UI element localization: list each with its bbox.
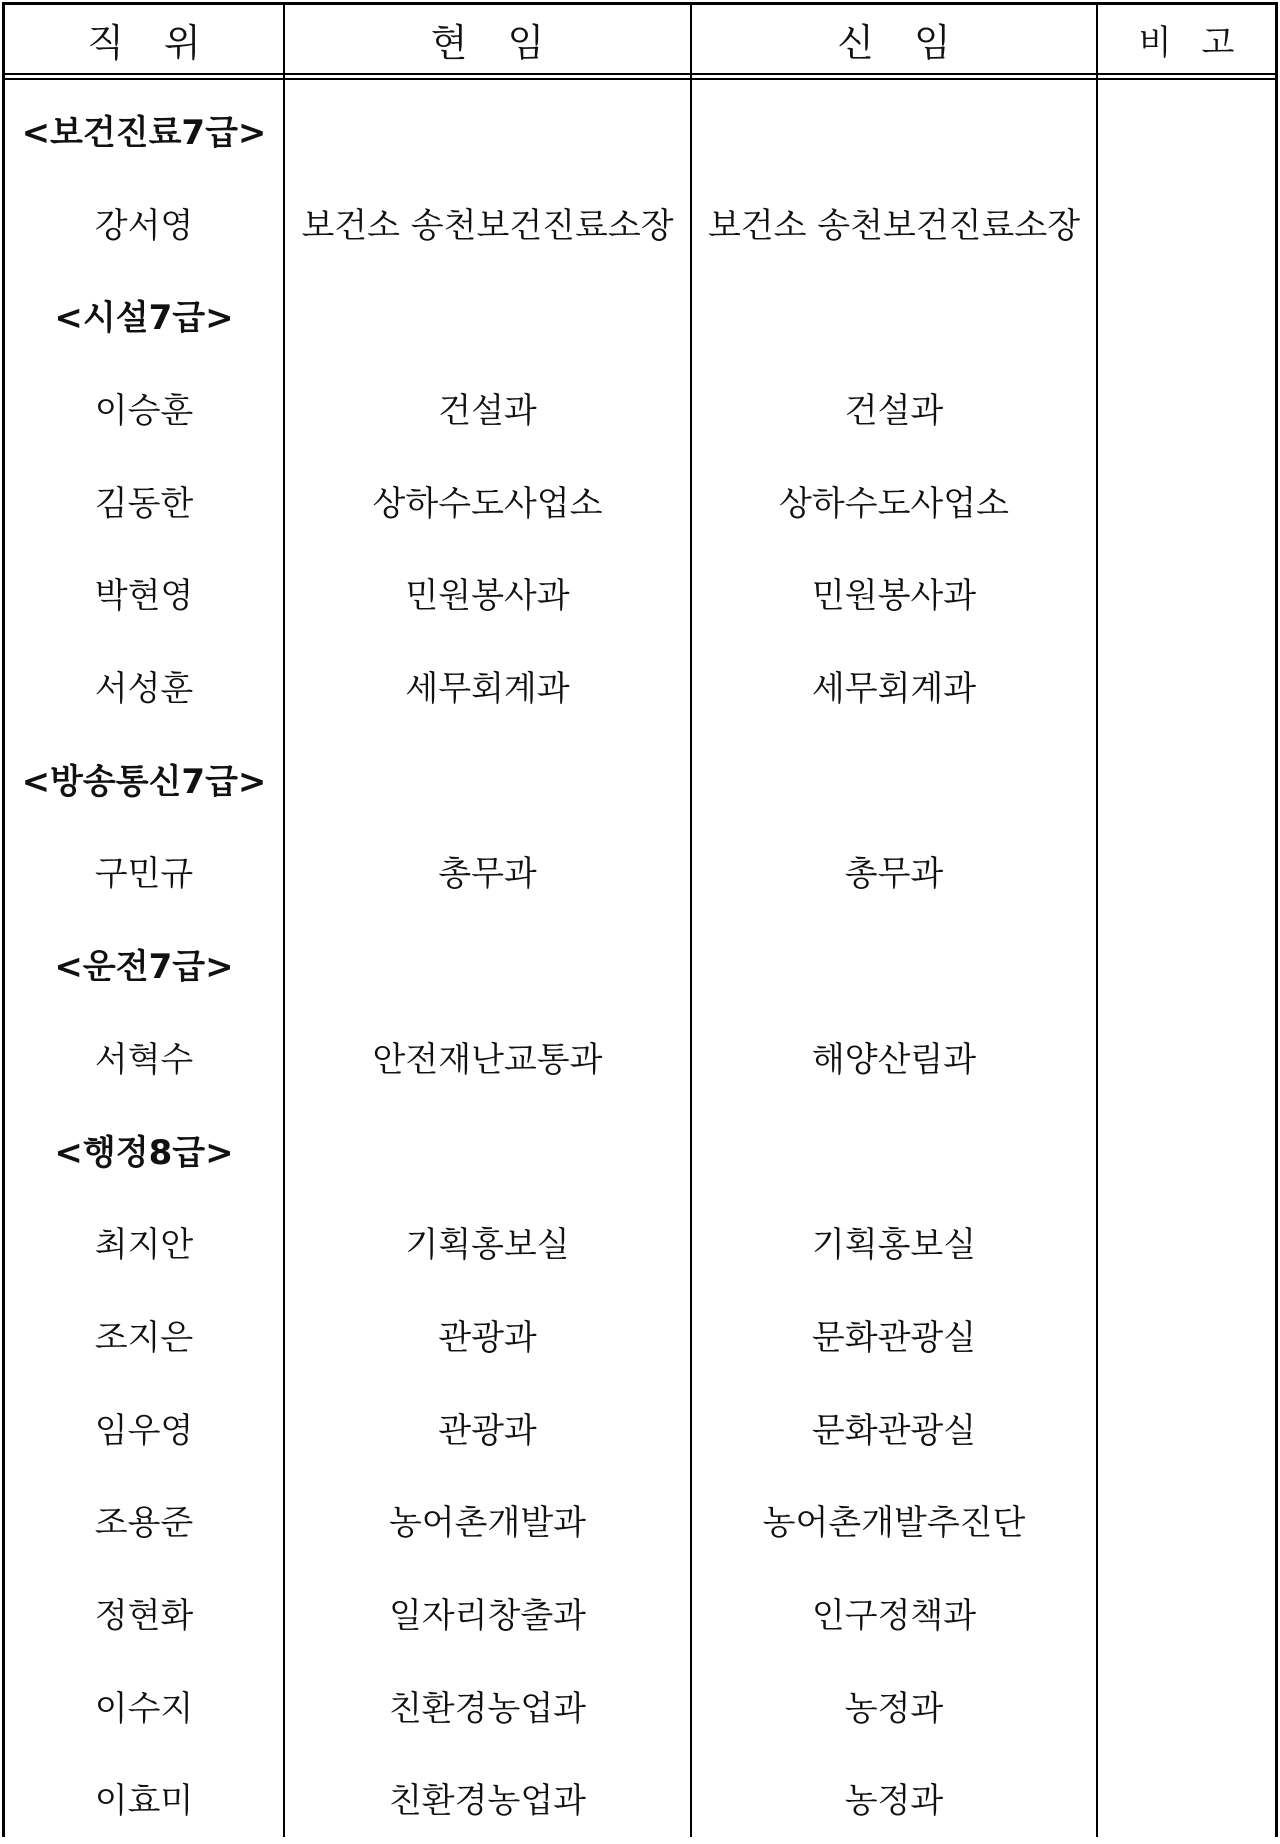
note-cell xyxy=(1098,1752,1275,1844)
note-cell xyxy=(1098,639,1275,732)
note-cell xyxy=(1098,454,1275,547)
note-cell xyxy=(1098,1195,1275,1288)
note-cell xyxy=(1098,1288,1275,1381)
new-post: 총무과 xyxy=(844,854,944,895)
current-post: 안전재난교통과 xyxy=(372,1039,603,1080)
person-name: 임우영 xyxy=(94,1410,194,1451)
note-cell xyxy=(1098,547,1275,640)
current-post: 상하수도사업소 xyxy=(372,483,603,524)
note-cell xyxy=(1098,1010,1275,1103)
section-header: <방송통신7급> xyxy=(21,761,267,802)
current-post: 건설과 xyxy=(438,390,537,431)
person-name: 이수지 xyxy=(94,1688,194,1729)
border-right xyxy=(1275,2,1278,1837)
new-post: 건설과 xyxy=(844,390,944,431)
new-post: 인구정책과 xyxy=(811,1596,977,1637)
header-position: 직 위 xyxy=(87,20,201,65)
current-post: 친환경농업과 xyxy=(388,1781,587,1822)
current-post: 친환경농업과 xyxy=(388,1688,587,1729)
person-name: 이효미 xyxy=(94,1781,194,1822)
current-post: 총무과 xyxy=(438,854,537,895)
header-rule-2 xyxy=(2,78,1278,80)
header-note: 비 고 xyxy=(1138,22,1235,63)
current-post: 기획홍보실 xyxy=(405,1225,570,1266)
person-name: 서성훈 xyxy=(94,669,194,710)
note-cell xyxy=(1098,1659,1275,1752)
section-header: <보건진료7급> xyxy=(21,112,267,153)
new-post: 해양산림과 xyxy=(811,1039,977,1080)
person-name: 박현영 xyxy=(94,576,194,617)
new-post: 농정과 xyxy=(844,1688,944,1729)
note-cell xyxy=(1098,1566,1275,1659)
note-cell xyxy=(1098,1474,1275,1567)
note-cell xyxy=(1098,361,1275,454)
new-post: 세무회계과 xyxy=(811,669,977,710)
new-post: 농정과 xyxy=(844,1781,944,1822)
section-header: <시설7급> xyxy=(54,298,234,339)
new-post: 상하수도사업소 xyxy=(779,483,1009,524)
current-post: 일자리창출과 xyxy=(388,1596,587,1637)
current-post: 관광과 xyxy=(438,1410,537,1451)
person-name: 이승훈 xyxy=(94,390,194,431)
header-current: 현 임 xyxy=(430,20,545,65)
current-post: 민원봉사과 xyxy=(405,576,570,617)
new-post: 보건소 송천보건진료소장 xyxy=(707,205,1081,246)
note-cell xyxy=(1098,1381,1275,1474)
header-new: 신 임 xyxy=(837,20,951,65)
current-post: 보건소 송천보건진료소장 xyxy=(301,205,674,246)
note-cell xyxy=(1098,825,1275,918)
person-name: 서혁수 xyxy=(94,1039,194,1080)
current-post: 농어촌개발과 xyxy=(388,1503,587,1544)
header-rule-1 xyxy=(2,73,1278,75)
section-header: <운전7급> xyxy=(54,947,234,988)
new-post: 농어촌개발추진단 xyxy=(762,1503,1026,1544)
person-name: 정현화 xyxy=(94,1596,194,1637)
person-name: 구민규 xyxy=(94,854,194,895)
note-cell xyxy=(1098,176,1275,269)
person-name: 김동한 xyxy=(94,483,194,524)
person-name: 최지안 xyxy=(94,1225,194,1266)
person-name: 조지은 xyxy=(94,1317,194,1358)
person-name: 조용준 xyxy=(94,1503,194,1544)
current-post: 관광과 xyxy=(438,1317,537,1358)
current-post: 세무회계과 xyxy=(405,669,570,710)
person-name: 강서영 xyxy=(94,205,194,246)
new-post: 민원봉사과 xyxy=(811,576,977,617)
new-post: 문화관광실 xyxy=(811,1410,977,1451)
new-post: 기획홍보실 xyxy=(811,1225,977,1266)
section-header: <행정8급> xyxy=(54,1132,234,1173)
new-post: 문화관광실 xyxy=(811,1317,977,1358)
